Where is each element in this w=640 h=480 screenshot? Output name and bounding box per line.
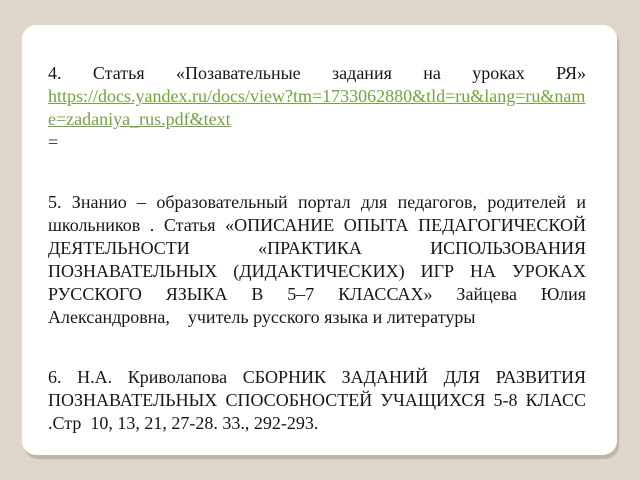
reference-item-4 bbox=[48, 62, 586, 154]
reference-4-equals-suffix: = bbox=[48, 132, 59, 152]
references-list bbox=[22, 25, 617, 435]
slide-content-panel bbox=[22, 25, 617, 455]
reference-4-hyperlink[interactable]: https://docs.yandex.ru/docs/view?tm=1733062880&tld=ru&lang=ru&name=zadaniya_rus.pdf&text bbox=[48, 86, 586, 129]
reference-item-6: 6. Н.А. Криволапова СБОРНИК ЗАДАНИЙ ДЛЯ РАЗВИТИЯ ПОЗНАВАТЕЛЬНЫХ СПОСОБНОСТЕЙ УЧАЩИХСЯ 5-8 КЛАСС .Стр 10, 13, 21, 27-28. 33., 292-293. bbox=[48, 367, 586, 433]
reference-item-5: 5. Знанио – образовательный портал для педагогов, родителей и школьников . Статья «ОПИСАНИЕ ОПЫТА ПЕДАГОГИЧЕСКОЙ ДЕЯТЕЛЬНОСТИ «ПРАКТИКА ИСПОЛЬЗОВАНИЯ ПОЗНАВАТЕЛЬНЫХ (ДИДАКТИЧЕСКИХ) ИГР НА УРОКАХ РУССКОГО ЯЗЫКА В 5–7 КЛАССАХ» Зайцева Юлия Александровна, учитель русского языка и литературы bbox=[48, 192, 586, 327]
reference-4-title: 4. Статья «Позавательные задания на уроках РЯ» bbox=[48, 63, 586, 83]
